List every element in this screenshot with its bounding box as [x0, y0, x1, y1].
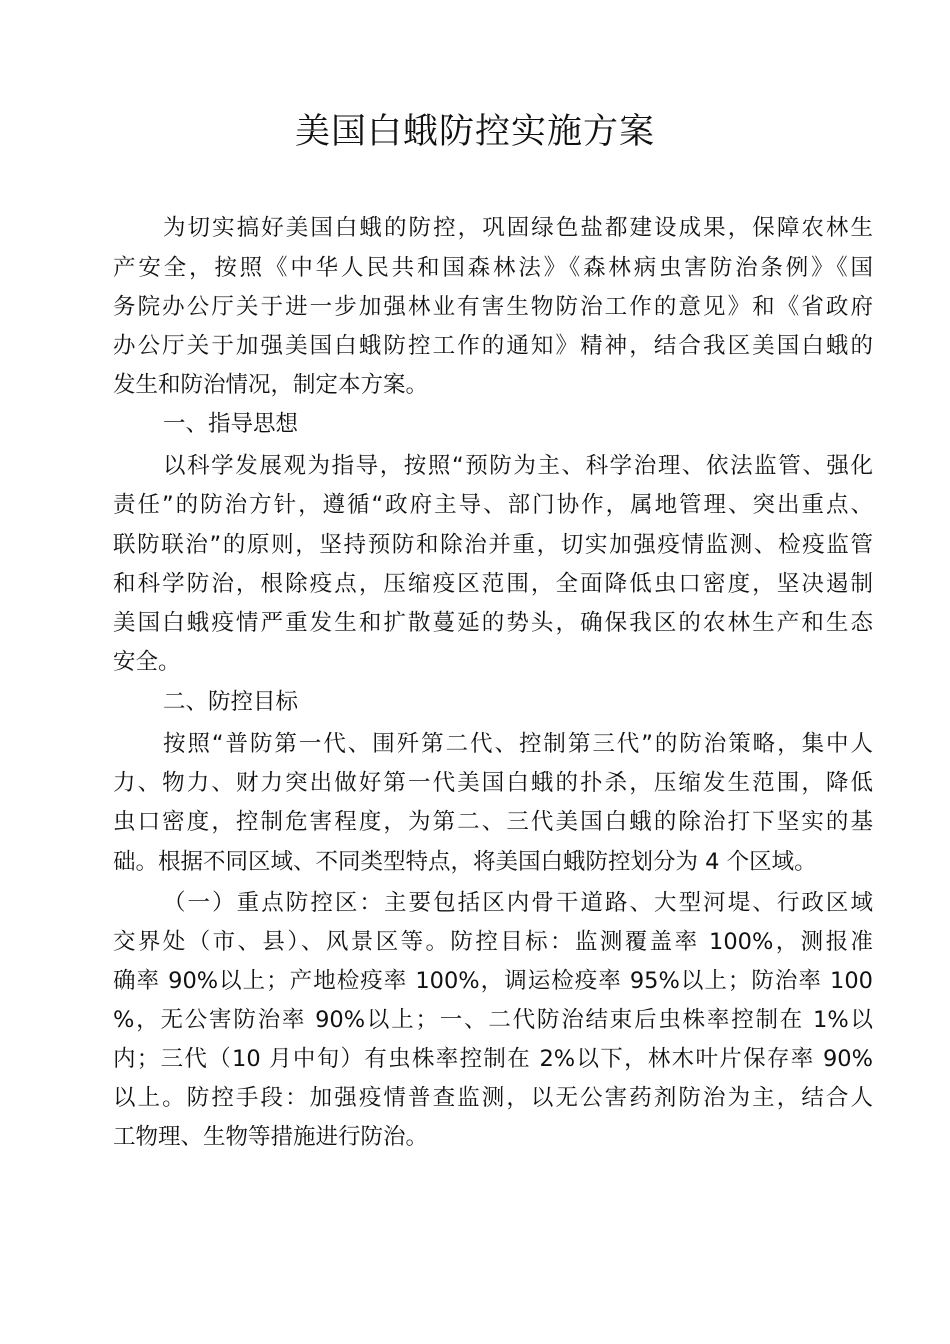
paragraph-line: 按照“普防第一代、围歼第二代、控制第三代”的防治策略，集中人 — [163, 731, 873, 757]
paragraph-line: 责任”的防治方针，遵循“政府主导、部门协作，属地管理、突出重点、 — [113, 492, 873, 518]
paragraph-line: 以科学发展观为指导，按照“预防为主、科学治理、依法监管、强化 — [163, 453, 873, 479]
document-title: 美国白蛾防控实施方案 — [294, 112, 655, 152]
section-heading: 二、防控目标 — [163, 689, 299, 715]
paragraph-line: 安全。 — [113, 649, 181, 675]
paragraph-line: 虫口密度，控制危害程度，为第二、三代美国白蛾的除治打下坚实的基 — [113, 809, 873, 835]
paragraph-line: 联防联治”的原则，坚持预防和除治并重，切实加强疫情监测、检疫监管 — [113, 532, 873, 558]
paragraph-line: 力、物力、财力突出做好第一代美国白蛾的扑杀，压缩发生范围，降低 — [113, 770, 873, 796]
paragraph-line: 办公厅关于加强美国白蛾防控工作的通知》精神，结合我区美国白蛾的 — [113, 333, 873, 359]
paragraph-line: 务院办公厅关于进一步加强林业有害生物防治工作的意见》和《省政府 — [113, 294, 873, 320]
paragraph-line: 产安全，按照《中华人民共和国森林法》《森林病虫害防治条例》《国 — [113, 255, 873, 281]
paragraph-line: （一）重点防控区：主要包括区内骨干道路、大型河堤、行政区域 — [163, 890, 873, 916]
paragraph-line: 和科学防治，根除疫点，压缩疫区范围，全面降低虫口密度，坚决遏制 — [113, 571, 873, 597]
paragraph-line: 美国白蛾疫情严重发生和扩散蔓延的势头，确保我区的农林生产和生态 — [113, 610, 873, 636]
paragraph-line: %，无公害防治率 90%以上；一、二代防治结束后虫株率控制在 1%以 — [113, 1007, 873, 1033]
paragraph-line: 交界处（市、县）、风景区等。防控目标：监测覆盖率 100%，测报准 — [113, 929, 873, 955]
paragraph-line: 确率 90%以上；产地检疫率 100%，调运检疫率 95%以上；防治率 100 — [113, 968, 873, 994]
paragraph-line: 内；三代（10 月中旬）有虫株率控制在 2%以下，林木叶片保存率 90% — [113, 1046, 873, 1072]
section-heading: 一、指导思想 — [163, 411, 299, 437]
paragraph-line: 为切实搞好美国白蛾的防控，巩固绿色盐都建设成果，保障农林生 — [163, 215, 873, 241]
paragraph-line: 础。根据不同区域、不同类型特点，将美国白蛾防控划分为 4 个区域。 — [113, 849, 817, 875]
paragraph-line: 以上。防控手段：加强疫情普查监测，以无公害药剂防治为主，结合人 — [113, 1085, 873, 1111]
paragraph-line: 工物理、生物等措施进行防治。 — [113, 1124, 429, 1150]
paragraph-line: 发生和防治情况，制定本方案。 — [113, 372, 429, 398]
